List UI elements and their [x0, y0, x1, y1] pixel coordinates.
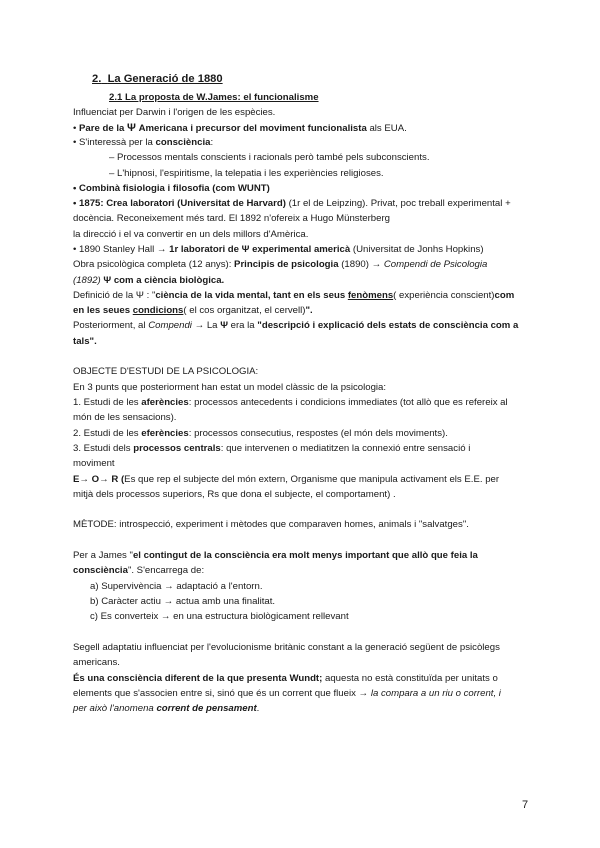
section-heading: 2. La Generació de 1880 [92, 73, 223, 85]
text-line: Per a James "el contingut de la consciència era molt menys important que allò que feia la [73, 550, 478, 561]
text-line: (1892) Ψ com a ciència biològica. [73, 275, 225, 286]
list-item: c) Es converteix → en una estructura biològicament rellevant [90, 611, 349, 622]
section-label: OBJECTE D'ESTUDI DE LA PSICOLOGIA: [73, 366, 259, 377]
dash-item: – L'hipnosi, l'espiritisme, la telepatia i les experiències religioses. [109, 168, 384, 179]
list-item: 3. Estudi dels processos centrals: que intervenen o mediatitzen la connexió entre sensació i [73, 443, 471, 454]
text-line: elements que s'associen entre si, sinó que és un corrent que flueix → la compara a un riu o corrent, i [73, 688, 501, 699]
page-number: 7 [522, 799, 529, 811]
definition-line: Definició de la Ψ : "ciència de la vida mental, tant en els seus fenòmens( experiència conscient)com [73, 290, 515, 301]
subsection-heading: 2.1 La proposta de W.James: el funcionalisme [109, 92, 319, 103]
list-item: a) Supervivència → adaptació a l'entorn. [90, 581, 263, 592]
bullet-line: • 1890 Stanley Hall → 1r laboratori de Ψ experimental americà (Universitat de Jonhs Hopkins) [73, 244, 484, 255]
list-item: 2. Estudi de les eferències: processos consecutius, respostes (el món dels moviments). [73, 428, 448, 439]
text-line: Influenciat per Darwin i l'origen de les espècies. [73, 107, 276, 118]
list-item: b) Caràcter actiu → actua amb una finalitat. [90, 596, 276, 607]
text-line: americans. [73, 657, 120, 668]
text-line: Posteriorment, al Compendi → La Ψ era la "descripció i explicació dels estats de consciència com a [73, 320, 519, 331]
list-item: 1. Estudi de les aferències: processos antecedents i condicions immediates (tot allò que es refereix al [73, 397, 508, 408]
text-line: moviment [73, 458, 115, 469]
dash-item: – Processos mentals conscients i racionals però també pels subconscients. [109, 152, 430, 163]
method-line: MÈTODE: introspecció, experiment i mètodes que comparaven homes, animals i "salvatges". [73, 519, 469, 530]
text-line: Obra psicològica completa (12 anys): Principis de psicologia (1890) → Compendi de Psicologia [73, 259, 488, 270]
text-line: mitjà dels processos superiors, Rs que dona el subjecte, el comportament) . [73, 489, 396, 500]
bullet-line: • 1875: Crea laboratori (Universitat de Harvard) (1r el de Leipzing). Privat, poc treball experimental + [73, 198, 511, 209]
text-line: docència. Reconeixement més tard. El 1892 n'ofereix a Hugo Münsterberg [73, 213, 391, 224]
bullet-line: • S'interessà per la consciència: [73, 137, 214, 148]
definition-line: en les seues condicions( el cos organitzat, el cervell)". [73, 305, 313, 316]
text-line: món de les sensacions). [73, 412, 177, 423]
text-line: Segell adaptatiu influenciat per l'evolucionisme britànic constant a la generació següent de psicòlegs [73, 642, 500, 653]
text-line: consciència". S'encarrega de: [73, 565, 205, 576]
bullet-line: • Combinà fisiologia i filosofia (com WUNT) [73, 183, 270, 194]
text-line: la direcció i el va convertir en un dels millors d'Amèrica. [73, 229, 309, 240]
text-line: És una consciència diferent de la que presenta Wundt; aquesta no està constituïda per unitats o [73, 673, 498, 684]
formula-line: E→ O→ R (Es que rep el subjecte del món extern, Organisme que manipula activament els E.E. per [73, 474, 500, 485]
bullet-line: • Pare de la Ψ Americana i precursor del moviment funcionalista als EUA. [73, 122, 407, 134]
text-line: per això l'anomena corrent de pensament. [73, 703, 260, 714]
text-line: tals". [73, 336, 97, 347]
text-line: En 3 punts que posteriorment han estat un model clàssic de la psicologia: [73, 382, 387, 393]
